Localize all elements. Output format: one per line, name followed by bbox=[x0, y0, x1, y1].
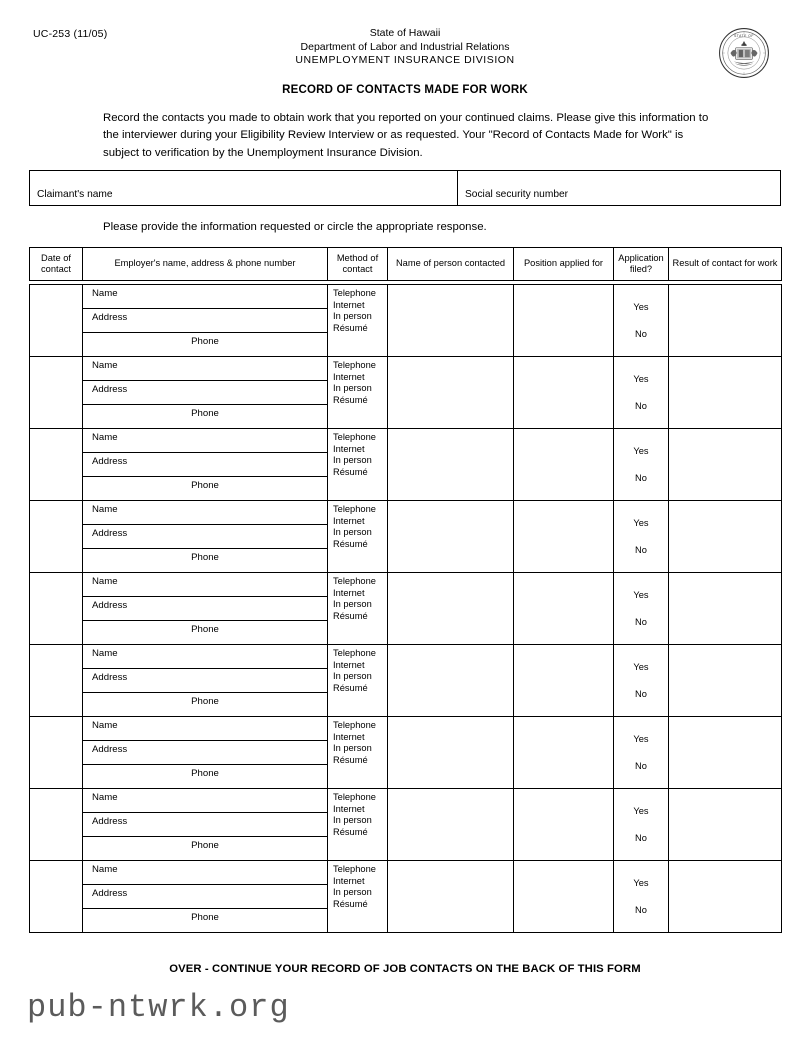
social-security-number-label: Social security number bbox=[465, 189, 569, 200]
cell-person-contacted[interactable] bbox=[388, 429, 514, 501]
method-option-telephone[interactable]: Telephone bbox=[333, 504, 376, 514]
method-option-rsum[interactable]: Résumé bbox=[333, 466, 368, 477]
cell-employer bbox=[83, 645, 328, 717]
employer-name-label: Name bbox=[92, 360, 118, 371]
column-header-method-of-contact: Method of contact bbox=[328, 248, 388, 281]
column-header-position-applied-for: Position applied for bbox=[514, 248, 614, 281]
employer-phone-label: Phone bbox=[191, 552, 219, 563]
cell-employer-phone[interactable] bbox=[83, 477, 327, 500]
cell-employer-name[interactable] bbox=[83, 429, 327, 453]
cell-employer-phone[interactable] bbox=[83, 405, 327, 428]
cell-person-contacted[interactable] bbox=[388, 285, 514, 357]
employer-address-label: Address bbox=[92, 384, 128, 395]
method-option-list bbox=[328, 357, 387, 406]
cell-employer-name[interactable] bbox=[83, 357, 327, 381]
cell-person-contacted[interactable] bbox=[388, 645, 514, 717]
application-filed-option-yes[interactable]: Yes bbox=[633, 302, 649, 312]
cell-employer-phone[interactable] bbox=[83, 333, 327, 356]
method-option-list bbox=[328, 789, 387, 838]
table-header bbox=[30, 248, 782, 281]
svg-text:1959: 1959 bbox=[741, 44, 747, 48]
method-option-telephone[interactable]: Telephone bbox=[333, 360, 376, 370]
cell-position-applied-for[interactable] bbox=[514, 501, 614, 573]
method-option-rsum[interactable]: Résumé bbox=[333, 394, 368, 405]
cell-result-of-contact[interactable] bbox=[669, 789, 782, 861]
employer-phone-label: Phone bbox=[191, 768, 219, 779]
cell-application-filed bbox=[614, 357, 669, 429]
svg-text:STATE OF: STATE OF bbox=[734, 33, 754, 38]
cell-method-of-contact bbox=[328, 357, 388, 429]
application-filed-option-no[interactable]: No bbox=[635, 833, 647, 843]
division-name: UNEMPLOYMENT INSURANCE DIVISION bbox=[295, 54, 515, 66]
table-header-row bbox=[30, 248, 782, 281]
method-option-list bbox=[328, 285, 387, 334]
cell-employer-name[interactable] bbox=[83, 717, 327, 741]
employer-name-label: Name bbox=[92, 792, 118, 803]
method-option-internet[interactable]: Internet bbox=[333, 443, 365, 454]
cell-method-of-contact bbox=[328, 285, 388, 357]
employer-phone-label: Phone bbox=[191, 912, 219, 923]
method-option-telephone[interactable]: Telephone bbox=[333, 648, 376, 658]
application-filed-options bbox=[614, 645, 668, 716]
cell-date-of-contact[interactable] bbox=[30, 789, 83, 861]
cell-employer-name[interactable] bbox=[83, 501, 327, 525]
method-option-in-person[interactable]: In person bbox=[333, 671, 372, 682]
cell-employer-name[interactable] bbox=[83, 573, 327, 597]
cell-position-applied-for[interactable] bbox=[514, 357, 614, 429]
method-option-in-person[interactable]: In person bbox=[333, 815, 372, 826]
employer-address-label: Address bbox=[92, 600, 128, 611]
cell-position-applied-for[interactable] bbox=[514, 717, 614, 789]
column-header-person-contacted: Name of person contacted bbox=[388, 248, 514, 281]
application-filed-option-yes[interactable]: Yes bbox=[633, 662, 649, 672]
employer-address-label: Address bbox=[92, 672, 128, 683]
cell-result-of-contact[interactable] bbox=[669, 717, 782, 789]
cell-employer-name[interactable] bbox=[83, 861, 327, 885]
employer-name-label: Name bbox=[92, 288, 118, 299]
cell-application-filed bbox=[614, 573, 669, 645]
cell-date-of-contact[interactable] bbox=[30, 501, 83, 573]
cell-method-of-contact bbox=[328, 717, 388, 789]
cell-date-of-contact[interactable] bbox=[30, 717, 83, 789]
instruction-line: Please provide the information requested or circle the appropriate response. bbox=[103, 221, 487, 233]
method-option-rsum[interactable]: Résumé bbox=[333, 610, 368, 621]
table-row bbox=[30, 357, 782, 429]
application-filed-options bbox=[614, 717, 668, 788]
employer-name-label: Name bbox=[92, 432, 118, 443]
employer-name-label: Name bbox=[92, 864, 118, 875]
application-filed-option-yes[interactable]: Yes bbox=[633, 446, 649, 456]
cell-person-contacted[interactable] bbox=[388, 357, 514, 429]
cell-method-of-contact bbox=[328, 573, 388, 645]
cell-date-of-contact[interactable] bbox=[30, 573, 83, 645]
claimant-name-label: Claimant's name bbox=[37, 189, 113, 200]
application-filed-option-yes[interactable]: Yes bbox=[633, 374, 649, 384]
employer-address-label: Address bbox=[92, 312, 128, 323]
application-filed-option-no[interactable]: No bbox=[635, 761, 647, 771]
application-filed-options bbox=[614, 573, 668, 644]
application-filed-option-yes[interactable]: Yes bbox=[633, 734, 649, 744]
method-option-list bbox=[328, 501, 387, 550]
cell-employer-name[interactable] bbox=[83, 285, 327, 309]
state-seal-icon bbox=[718, 27, 770, 79]
method-option-internet[interactable]: Internet bbox=[333, 731, 365, 742]
table-row bbox=[30, 285, 782, 357]
application-filed-option-no[interactable]: No bbox=[635, 329, 647, 339]
method-option-list bbox=[328, 861, 387, 910]
application-filed-options bbox=[614, 861, 668, 932]
cell-employer-phone[interactable] bbox=[83, 765, 327, 788]
method-option-in-person[interactable]: In person bbox=[333, 311, 372, 322]
cell-date-of-contact[interactable] bbox=[30, 285, 83, 357]
watermark: pub-ntwrk.org bbox=[27, 989, 290, 1026]
cell-employer bbox=[83, 717, 328, 789]
cell-employer-address[interactable] bbox=[83, 525, 327, 549]
method-option-in-person[interactable]: In person bbox=[333, 383, 372, 394]
cell-employer bbox=[83, 789, 328, 861]
cell-person-contacted[interactable] bbox=[388, 861, 514, 933]
method-option-in-person[interactable]: In person bbox=[333, 887, 372, 898]
claimant-identification-box bbox=[29, 170, 781, 206]
cell-position-applied-for[interactable] bbox=[514, 285, 614, 357]
application-filed-option-no[interactable]: No bbox=[635, 617, 647, 627]
cell-employer-address[interactable] bbox=[83, 597, 327, 621]
employer-phone-label: Phone bbox=[191, 336, 219, 347]
table-row bbox=[30, 501, 782, 573]
method-option-internet[interactable]: Internet bbox=[333, 803, 365, 814]
cell-person-contacted[interactable] bbox=[388, 789, 514, 861]
method-option-in-person[interactable]: In person bbox=[333, 527, 372, 538]
cell-result-of-contact[interactable] bbox=[669, 573, 782, 645]
employer-address-label: Address bbox=[92, 888, 128, 899]
cell-method-of-contact bbox=[328, 429, 388, 501]
method-option-in-person[interactable]: In person bbox=[333, 743, 372, 754]
cell-employer-phone[interactable] bbox=[83, 837, 327, 860]
employer-phone-label: Phone bbox=[191, 696, 219, 707]
cell-employer-phone[interactable] bbox=[83, 909, 327, 932]
application-filed-options bbox=[614, 501, 668, 572]
column-header-date-of-contact: Date of contact bbox=[30, 248, 83, 281]
method-option-rsum[interactable]: Résumé bbox=[333, 754, 368, 765]
employer-name-label: Name bbox=[92, 576, 118, 587]
application-filed-option-yes[interactable]: Yes bbox=[633, 590, 649, 600]
employer-name-label: Name bbox=[92, 504, 118, 515]
cell-result-of-contact[interactable] bbox=[669, 429, 782, 501]
employer-address-label: Address bbox=[92, 528, 128, 539]
method-option-rsum[interactable]: Résumé bbox=[333, 538, 368, 549]
department-name: Department of Labor and Industrial Relations bbox=[300, 40, 510, 53]
method-option-telephone[interactable]: Telephone bbox=[333, 864, 376, 874]
column-header-result-of-contact: Result of contact for work bbox=[669, 248, 782, 281]
contacts-table bbox=[29, 247, 782, 933]
cell-date-of-contact[interactable] bbox=[30, 861, 83, 933]
cell-method-of-contact bbox=[328, 789, 388, 861]
cell-method-of-contact bbox=[328, 861, 388, 933]
application-filed-option-yes[interactable]: Yes bbox=[633, 518, 649, 528]
cell-application-filed bbox=[614, 717, 669, 789]
cell-date-of-contact[interactable] bbox=[30, 429, 83, 501]
cell-date-of-contact[interactable] bbox=[30, 645, 83, 717]
method-option-internet[interactable]: Internet bbox=[333, 371, 365, 382]
footer-note: OVER - CONTINUE YOUR RECORD OF JOB CONTACTS ON THE BACK OF THIS FORM bbox=[169, 963, 641, 975]
method-option-list bbox=[328, 573, 387, 622]
application-filed-option-no[interactable]: No bbox=[635, 905, 647, 915]
method-option-rsum[interactable]: Résumé bbox=[333, 898, 368, 909]
cell-application-filed bbox=[614, 429, 669, 501]
table-body bbox=[30, 281, 782, 933]
cell-position-applied-for[interactable] bbox=[514, 861, 614, 933]
table-row bbox=[30, 573, 782, 645]
cell-person-contacted[interactable] bbox=[388, 717, 514, 789]
cell-result-of-contact[interactable] bbox=[669, 285, 782, 357]
cell-result-of-contact[interactable] bbox=[669, 501, 782, 573]
column-header-application-filed: Application filed? bbox=[614, 248, 669, 281]
page-title: RECORD OF CONTACTS MADE FOR WORK bbox=[282, 84, 528, 96]
method-option-internet[interactable]: Internet bbox=[333, 659, 365, 670]
table-row bbox=[30, 645, 782, 717]
method-option-rsum[interactable]: Résumé bbox=[333, 826, 368, 837]
cell-employer-phone[interactable] bbox=[83, 693, 327, 716]
method-option-in-person[interactable]: In person bbox=[333, 599, 372, 610]
cell-employer bbox=[83, 501, 328, 573]
state-name: State of Hawaii bbox=[369, 27, 441, 39]
cell-method-of-contact bbox=[328, 645, 388, 717]
employer-name-label: Name bbox=[92, 648, 118, 659]
method-option-list bbox=[328, 717, 387, 766]
cell-person-contacted[interactable] bbox=[388, 501, 514, 573]
method-option-telephone[interactable]: Telephone bbox=[333, 792, 376, 802]
cell-method-of-contact bbox=[328, 501, 388, 573]
cell-employer-address[interactable] bbox=[83, 453, 327, 477]
employer-phone-label: Phone bbox=[191, 480, 219, 491]
method-option-list bbox=[328, 645, 387, 694]
cell-application-filed bbox=[614, 285, 669, 357]
cell-employer-phone[interactable] bbox=[83, 621, 327, 644]
form-number: UC-253 (11/05) bbox=[33, 28, 108, 40]
application-filed-option-no[interactable]: No bbox=[635, 401, 647, 411]
cell-employer bbox=[83, 357, 328, 429]
cell-employer-phone[interactable] bbox=[83, 549, 327, 572]
cell-employer-name[interactable] bbox=[83, 645, 327, 669]
cell-result-of-contact[interactable] bbox=[669, 357, 782, 429]
cell-application-filed bbox=[614, 789, 669, 861]
employer-phone-label: Phone bbox=[191, 408, 219, 419]
application-filed-option-yes[interactable]: Yes bbox=[633, 806, 649, 816]
cell-position-applied-for[interactable] bbox=[514, 645, 614, 717]
cell-application-filed bbox=[614, 861, 669, 933]
cell-result-of-contact[interactable] bbox=[669, 861, 782, 933]
cell-employer-address[interactable] bbox=[83, 813, 327, 837]
employer-address-label: Address bbox=[92, 816, 128, 827]
cell-application-filed bbox=[614, 501, 669, 573]
application-filed-option-no[interactable]: No bbox=[635, 689, 647, 699]
application-filed-options bbox=[614, 357, 668, 428]
application-filed-option-yes[interactable]: Yes bbox=[633, 878, 649, 888]
claimant-name-field[interactable] bbox=[30, 171, 458, 205]
table-row bbox=[30, 717, 782, 789]
cell-employer-address[interactable] bbox=[83, 669, 327, 693]
cell-employer-name[interactable] bbox=[83, 789, 327, 813]
method-option-rsum[interactable]: Résumé bbox=[333, 322, 368, 333]
cell-employer-address[interactable] bbox=[83, 741, 327, 765]
cell-employer-address[interactable] bbox=[83, 309, 327, 333]
employer-phone-label: Phone bbox=[191, 840, 219, 851]
cell-person-contacted[interactable] bbox=[388, 573, 514, 645]
cell-employer bbox=[83, 285, 328, 357]
cell-position-applied-for[interactable] bbox=[514, 573, 614, 645]
application-filed-options bbox=[614, 789, 668, 860]
method-option-rsum[interactable]: Résumé bbox=[333, 682, 368, 693]
method-option-internet[interactable]: Internet bbox=[333, 299, 365, 310]
method-option-internet[interactable]: Internet bbox=[333, 515, 365, 526]
method-option-telephone[interactable]: Telephone bbox=[333, 432, 376, 442]
method-option-telephone[interactable]: Telephone bbox=[333, 720, 376, 730]
cell-employer bbox=[83, 429, 328, 501]
application-filed-option-no[interactable]: No bbox=[635, 473, 647, 483]
cell-employer bbox=[83, 573, 328, 645]
employer-name-label: Name bbox=[92, 720, 118, 731]
cell-employer-address[interactable] bbox=[83, 885, 327, 909]
application-filed-option-no[interactable]: No bbox=[635, 545, 647, 555]
cell-date-of-contact[interactable] bbox=[30, 357, 83, 429]
intro-paragraph: Record the contacts you made to obtain work that you reported on your continued claims. Please give this information to the interviewer during your Eligibility Review Interview or as requested. Your "Record of Contacts Made for Work" is subject to verification by the Unemployment Insurance Division. bbox=[103, 112, 709, 159]
table-row bbox=[30, 789, 782, 861]
method-option-telephone[interactable]: Telephone bbox=[333, 576, 376, 586]
cell-position-applied-for[interactable] bbox=[514, 429, 614, 501]
application-filed-options bbox=[614, 429, 668, 500]
employer-phone-label: Phone bbox=[191, 624, 219, 635]
cell-employer bbox=[83, 861, 328, 933]
cell-employer-address[interactable] bbox=[83, 381, 327, 405]
method-option-in-person[interactable]: In person bbox=[333, 455, 372, 466]
table-row bbox=[30, 429, 782, 501]
employer-address-label: Address bbox=[92, 456, 128, 467]
social-security-number-field[interactable] bbox=[458, 171, 780, 205]
method-option-internet[interactable]: Internet bbox=[333, 587, 365, 598]
employer-address-label: Address bbox=[92, 744, 128, 755]
application-filed-options bbox=[614, 285, 668, 356]
agency-heading bbox=[205, 27, 605, 68]
column-header-employer: Employer's name, address & phone number bbox=[83, 248, 328, 281]
cell-application-filed bbox=[614, 645, 669, 717]
method-option-list bbox=[328, 429, 387, 478]
cell-result-of-contact[interactable] bbox=[669, 645, 782, 717]
table-row bbox=[30, 861, 782, 933]
cell-position-applied-for[interactable] bbox=[514, 789, 614, 861]
method-option-internet[interactable]: Internet bbox=[333, 875, 365, 886]
method-option-telephone[interactable]: Telephone bbox=[333, 288, 376, 298]
